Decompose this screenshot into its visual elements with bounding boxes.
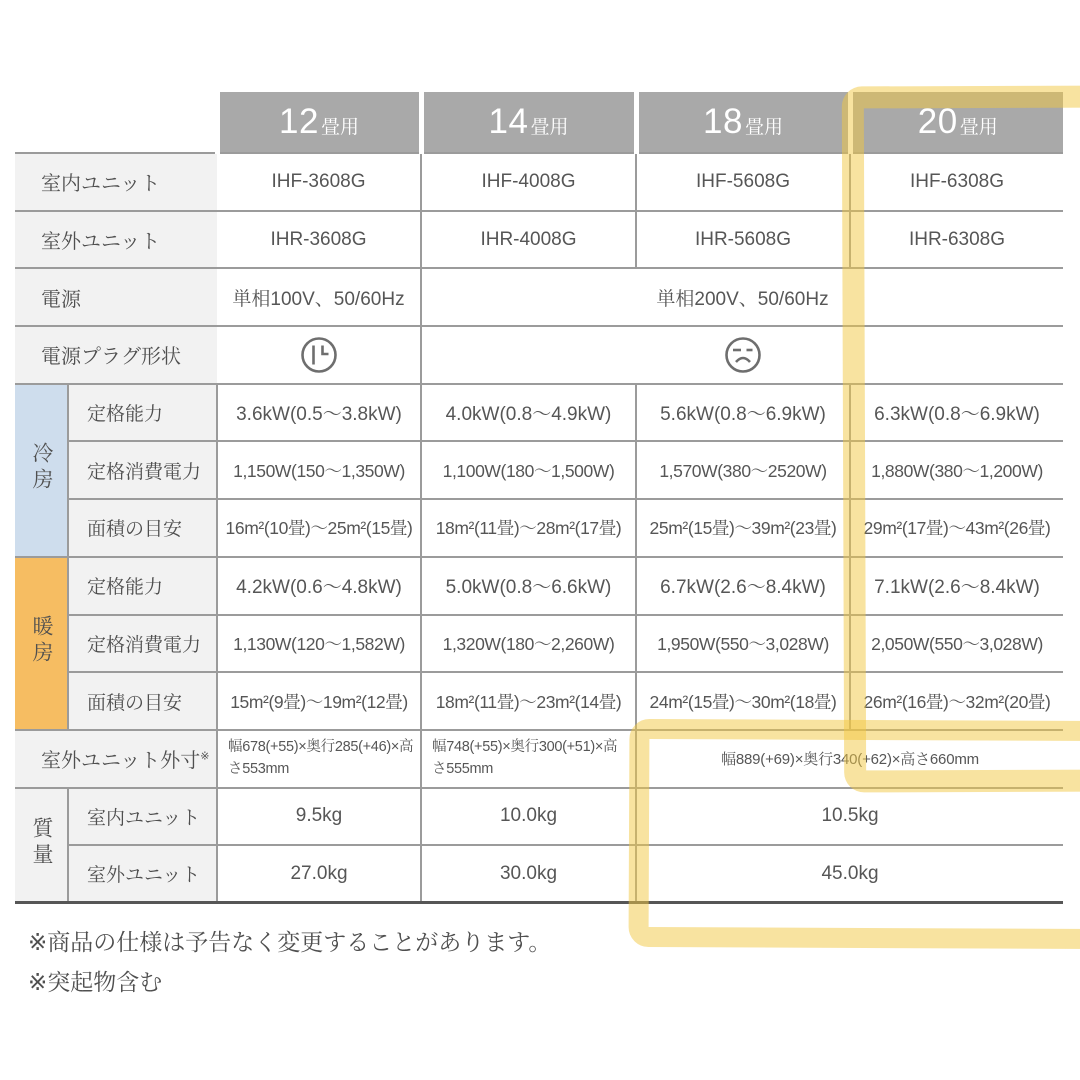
- heating-area-20jo: 26m²(16畳)〜32m²(20畳): [850, 672, 1063, 730]
- outdoor-dimensions-note-mark: ※: [200, 750, 210, 763]
- outdoor-unit-14jo: IHR-4008G: [421, 211, 636, 269]
- sub-label-heating-consumption: 定格消費電力: [68, 615, 217, 673]
- mass-indoor-18-20jo: 10.5kg: [636, 788, 1063, 846]
- mass-outdoor-18-20jo: 45.0kg: [636, 845, 1063, 903]
- cooling-area-14jo: 18m²(11畳)〜28m²(17畳): [421, 499, 636, 557]
- col-header-18jo: [636, 92, 850, 153]
- section-band-heating: [15, 557, 68, 730]
- outdoor-unit-18jo: IHR-5608G: [636, 211, 850, 269]
- row-heating-area: [15, 672, 1063, 730]
- plug-100v-il-icon: [297, 333, 341, 377]
- heating-capacity-12jo: 4.2kW(0.6〜4.8kW): [217, 557, 421, 615]
- col-header-20jo: [850, 92, 1063, 153]
- heating-consumption-18jo: 1,950W(550〜3,028W): [636, 615, 850, 673]
- row-mass-outdoor: [15, 845, 1063, 903]
- row-power: [15, 268, 1063, 326]
- row-label-power: 電源: [15, 268, 217, 326]
- row-outdoor-dimensions: [15, 730, 1063, 788]
- footnote-spec-change: ※商品の仕様は予告なく変更することがあります。: [28, 929, 552, 955]
- col-header-14jo-num: 14: [488, 102, 529, 141]
- sub-label-heating-area: 面積の目安: [68, 672, 217, 730]
- cooling-capacity-20jo: 6.3kW(0.8〜6.9kW): [850, 384, 1063, 442]
- row-heating-consumption: [15, 615, 1063, 673]
- col-header-20jo-num: 20: [917, 102, 958, 141]
- cooling-consumption-14jo: 1,100W(180〜1,500W): [421, 441, 636, 499]
- outdoor-unit-12jo: IHR-3608G: [217, 211, 421, 269]
- sub-label-cooling-area: 面積の目安: [68, 499, 217, 557]
- cooling-capacity-12jo: 3.6kW(0.5〜3.8kW): [217, 384, 421, 442]
- cooling-label: 冷房: [30, 441, 53, 494]
- cooling-capacity-14jo: 4.0kW(0.8〜4.9kW): [421, 384, 636, 442]
- cooling-area-12jo: 16m²(10畳)〜25m²(15畳): [217, 499, 421, 557]
- heating-consumption-20jo: 2,050W(550〜3,028W): [850, 615, 1063, 673]
- col-header-18jo-suffix: 畳用: [744, 117, 783, 138]
- indoor-unit-14jo: IHF-4008G: [421, 153, 636, 211]
- mass-label: 質量: [30, 816, 53, 869]
- row-plug-shape: [15, 326, 1063, 384]
- sub-label-mass-indoor: 室内ユニット: [68, 788, 217, 846]
- col-header-14jo: [421, 92, 636, 153]
- sub-label-cooling-capacity: 定格能力: [68, 384, 217, 442]
- plug-200v-tandem-ground-icon: [721, 333, 765, 377]
- cooling-area-20jo: 29m²(17畳)〜43m²(26畳): [850, 499, 1063, 557]
- row-label-outdoor-dimensions: [15, 730, 217, 788]
- section-band-mass: [15, 788, 68, 903]
- footnote-protrusions: ※突起物含む: [28, 969, 163, 995]
- heating-consumption-14jo: 1,320W(180〜2,260W): [421, 615, 636, 673]
- heating-label: 暖房: [30, 614, 53, 667]
- cooling-consumption-12jo: 1,150W(150〜1,350W): [217, 441, 421, 499]
- dims-14jo: 幅748(+55)×奥行300(+51)×高さ555mm: [421, 730, 636, 788]
- indoor-unit-18jo: IHF-5608G: [636, 153, 850, 211]
- row-mass-indoor: [15, 788, 1063, 846]
- indoor-unit-12jo: IHF-3608G: [217, 153, 421, 211]
- section-band-cooling: [15, 384, 68, 557]
- row-outdoor-unit: [15, 211, 1063, 269]
- heating-area-12jo: 15m²(9畳)〜19m²(12畳): [217, 672, 421, 730]
- col-header-12jo-suffix: 畳用: [320, 117, 359, 138]
- header-empty-cell: [15, 92, 217, 153]
- mass-outdoor-14jo: 30.0kg: [421, 845, 636, 903]
- cooling-capacity-18jo: 5.6kW(0.8〜6.9kW): [636, 384, 850, 442]
- outdoor-dimensions-label: 室外ユニット外寸: [41, 750, 201, 773]
- row-label-indoor-unit: 室内ユニット: [15, 153, 217, 211]
- plug-cell-14-20jo: [421, 326, 1063, 384]
- sub-label-mass-outdoor: 室外ユニット: [68, 845, 217, 903]
- cooling-area-18jo: 25m²(15畳)〜39m²(23畳): [636, 499, 850, 557]
- power-14-20jo: 単相200V、50/60Hz: [421, 268, 1063, 326]
- sub-label-heating-capacity: 定格能力: [68, 557, 217, 615]
- outdoor-unit-20jo: IHR-6308G: [850, 211, 1063, 269]
- sub-label-cooling-consumption: 定格消費電力: [68, 441, 217, 499]
- cooling-consumption-18jo: 1,570W(380〜2520W): [636, 441, 850, 499]
- power-12jo: 単相100V、50/60Hz: [217, 268, 421, 326]
- header-row: [15, 92, 1063, 153]
- cooling-consumption-20jo: 1,880W(380〜1,200W): [850, 441, 1063, 499]
- col-header-12jo-num: 12: [279, 102, 319, 141]
- col-header-20jo-suffix: 畳用: [959, 117, 998, 138]
- row-heating-capacity: [15, 557, 1063, 615]
- footnotes: [28, 922, 551, 1002]
- spec-table: [15, 92, 1063, 904]
- heating-area-14jo: 18m²(11畳)〜23m²(14畳): [421, 672, 636, 730]
- col-header-12jo: [217, 92, 421, 153]
- row-cooling-consumption: [15, 441, 1063, 499]
- mass-indoor-14jo: 10.0kg: [421, 788, 636, 846]
- row-cooling-area: [15, 499, 1063, 557]
- mass-outdoor-12jo: 27.0kg: [217, 845, 421, 903]
- row-indoor-unit: [15, 153, 1063, 211]
- heating-capacity-20jo: 7.1kW(2.6〜8.4kW): [850, 557, 1063, 615]
- heating-capacity-18jo: 6.7kW(2.6〜8.4kW): [636, 557, 850, 615]
- heating-consumption-12jo: 1,130W(120〜1,582W): [217, 615, 421, 673]
- row-cooling-capacity: [15, 384, 1063, 442]
- row-label-plug-shape: 電源プラグ形状: [15, 326, 217, 384]
- col-header-14jo-suffix: 畳用: [530, 117, 569, 138]
- col-header-18jo-num: 18: [703, 102, 743, 141]
- mass-indoor-12jo: 9.5kg: [217, 788, 421, 846]
- plug-cell-12jo: [217, 326, 421, 384]
- row-label-outdoor-unit: 室外ユニット: [15, 211, 217, 269]
- dims-12jo: 幅678(+55)×奥行285(+46)×高さ553mm: [217, 730, 421, 788]
- indoor-unit-20jo: IHF-6308G: [850, 153, 1063, 211]
- heating-area-18jo: 24m²(15畳)〜30m²(18畳): [636, 672, 850, 730]
- heating-capacity-14jo: 5.0kW(0.8〜6.6kW): [421, 557, 636, 615]
- dims-18-20jo: 幅889(+69)×奥行340(+62)×高さ660mm: [636, 730, 1063, 788]
